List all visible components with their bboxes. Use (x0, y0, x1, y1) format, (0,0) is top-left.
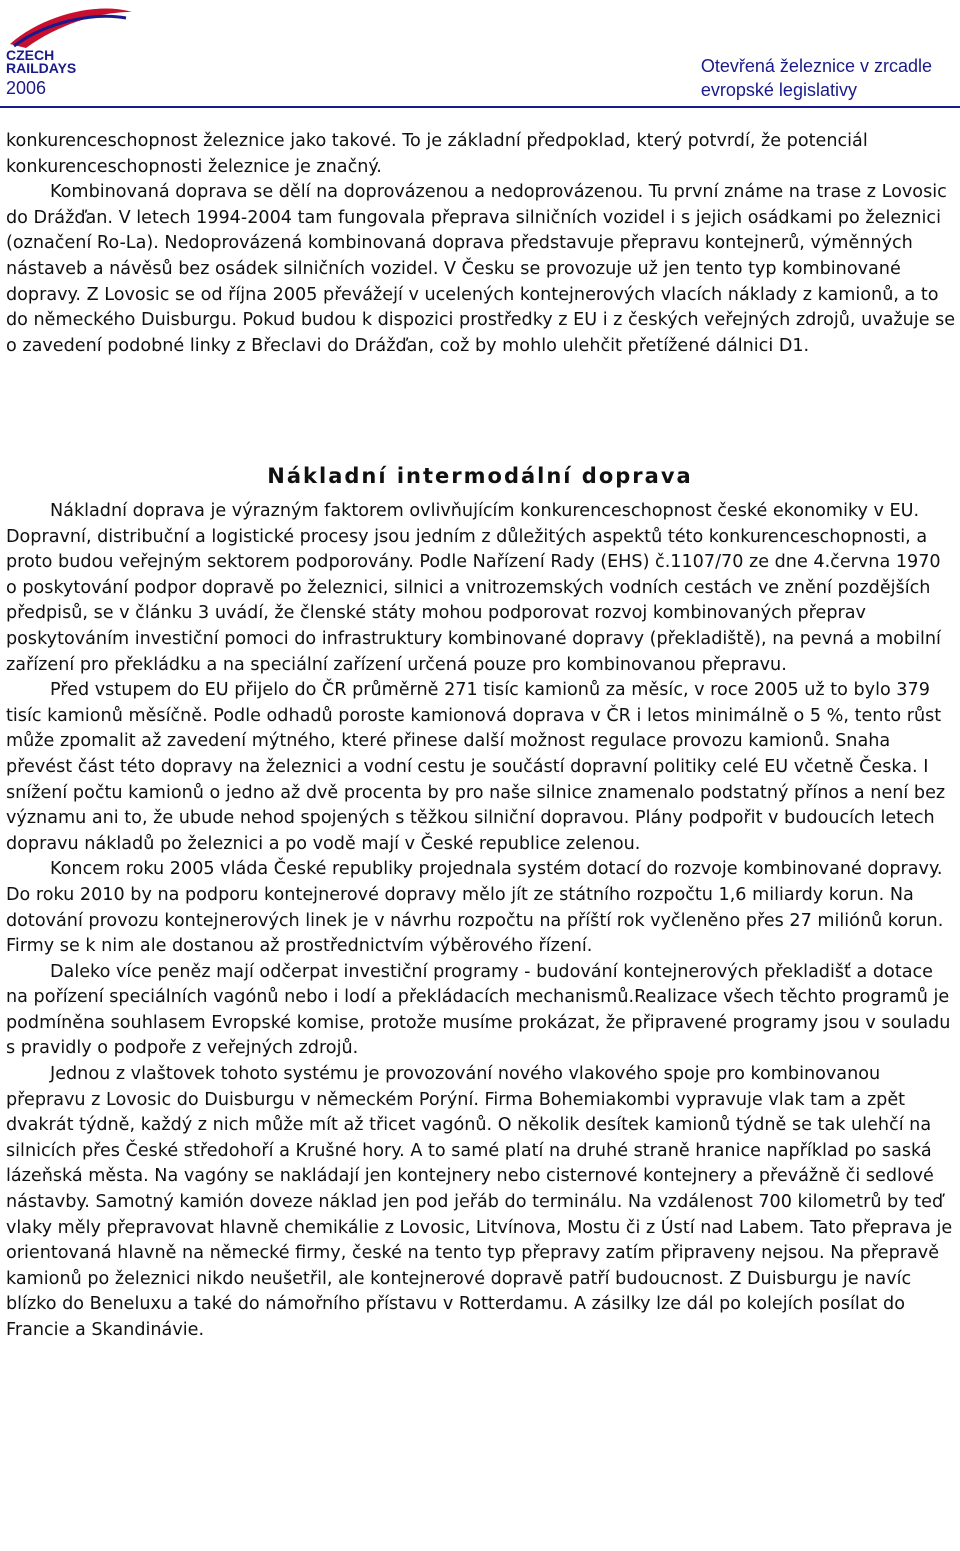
section-paragraph: Koncem roku 2005 vláda České republiky projednala systém dotací do rozvoje kombinované dopravy. Do roku 2010 by na podporu kontejnerové dopravy mělo jít ze státního rozpočtu 1,6 miliardy korun. Na dotování provozu kontejnerových linek je v návrhu rozpočtu na příští rok vyčleněno přes 27 miliónů korun. Firmy se k nim ale dostanou až prostřednictvím výběrového řízení. (6, 859, 944, 957)
header-divider (0, 106, 960, 108)
section-heading: Nákladní intermodální doprava (267, 464, 693, 488)
intro-paragraph: Kombinovaná doprava se dělí na doprovázenou a nedoprovázenou. Tu první známe na trase z Lovosic do Drážďan. V letech 1994-2004 tam fungovala přeprava silničních vozidel i s jejich osádkami po železnici (označení Ro-La). Nedoprovázená kombinovaná doprava představuje přepravu kontejnerů, výměnných nástaveb a návěsů bez osádek silničních vozidel. V Česku se provozuje už jen tento typ kombinované dopravy. Z Lovosic se od října 2005 převážejí v ucelených kontejnerových vlacích náklady z kamionů, a to do německého Duisburgu. Pokud budou k dispozici prostředky z EU i z českých veřejných zdrojů, uvažuje se o zavedení podobné linky z Břeclavi do Drážďan, což by mohlo ulehčit přetížené dálnici D1. (6, 182, 956, 356)
czech-raildays-logo (4, 4, 134, 74)
intro-text (6, 129, 956, 359)
header-title (701, 54, 932, 102)
header-title-line2: evropské legislativy (700, 80, 857, 100)
logo-text-czech: CZECH (6, 47, 55, 63)
section-body (6, 499, 956, 1344)
logo-text-raildays: RAILDAYS (6, 60, 77, 74)
page-header (0, 0, 960, 110)
section-paragraph: Nákladní doprava je výrazným faktorem ovlivňujícím konkurenceschopnost české ekonomiky v EU. Dopravní, distribuční a logistické procesy jsou jedním z důležitých aspektů této konkurenceschopnosti, a proto budou veřejným sektorem podporovány. Podle Nařízení Rady (EHS) č.1107/70 ze dne 4.června 1970 o poskytování podpor dopravě po železnici, silnici a vnitrozemských vodních cestách ve znění pozdějších předpisů, se v článku 3 uvádí, že členské státy mohou podporovat rozvoj kombinovaných přeprav poskytováním investiční pomoci do infrastruktury kombinované dopravy (překladiště), na pevná a mobilní zařízení pro překládku a na speciální zařízení určená pouze pro kombinovanou přepravu. (6, 501, 941, 675)
section-paragraph: Daleko více peněz mají odčerpat investiční programy - budování kontejnerových překladišť a dotace na pořízení speciálních vagónů nebo i lodí a překládacích mechanismů.Realizace všech těchto programů je podmíněna souhlasem Evropské komise, protože musíme prokázat, že připravené programy jsou v souladu s pravidly o podpoře z veřejných zdrojů. (6, 961, 951, 1059)
section-paragraph: Před vstupem do EU přijelo do ČR průměrně 271 tisíc kamionů za měsíc, v roce 2005 už to bylo 379 tisíc kamionů měsíčně. Podle odhadů poroste kamionová doprava v ČR i letos minimálně o 5 %, tento růst může zpomalit až zavedení mýtného, které přinese další možnost regulace provozu kamionů. Snaha převést část této dopravy na železnici a vodní cestu je součástí dopravní politiky celé EU včetně Česka. I snížení počtu kamionů o jedno až dvě procenta by pro naše silnice znamenalo podstatný přínos a není bez významu ani to, že ubude nehod spojených s těžkou silniční dopravou. Plány podpořit v budoucích letech dopravu nákladů po železnici a po vodě mají v České republice zelenou. (6, 680, 946, 854)
intro-paragraph: konkurenceschopnost železnice jako takové. To je základní předpoklad, který potvrdí, že potenciál konkurenceschopnosti železnice je značný. (6, 131, 868, 177)
header-title-line1: Otevřená železnice v zrcadle (700, 56, 932, 76)
section-paragraph: Jednou z vlaštovek tohoto systému je provozování nového vlakového spoje pro kombinovanou přepravu z Lovosic do Duisburgu v německém Porýní. Firma Bohemiakombi vypravuje vlak tam a zpět dvakrát týdně, každý z nich může mít až třicet vagónů. O několik desítek kamionů týdně se tak ulehčí na silnicích přes České středohoří a Krušné hory. A to samé platí na druhé straně hranice například po saská lázeňská města. Na vagóny se nakládají jen kontejnery nebo cisternové kontejnery a převážně či sedlové nástavby. Samotný kamión doveze náklad jen pod jeřáb do terminálu. Na vzdálenost 700 kilometrů by teď vlaky měly přepravovat hlavně chemikálie z Lovosic, Litvínova, Mostu či z Ústí nad Labem. Tato přeprava je orientovaná hlavně na německé firmy, české na tento typ přepravy zatím připraveny nejsou. Na přepravě kamionů po železnici nikdo neušetřil, ale kontejnerové dopravě patří budoucnost. Z Duisburgu je navíc blízko do Beneluxu a také do námořního přístavu v Rotterdamu. A zásilky lze dál po kolejích posílat do Francie a Skandinávie. (6, 1064, 953, 1340)
header-year: 2006 (6, 78, 47, 98)
